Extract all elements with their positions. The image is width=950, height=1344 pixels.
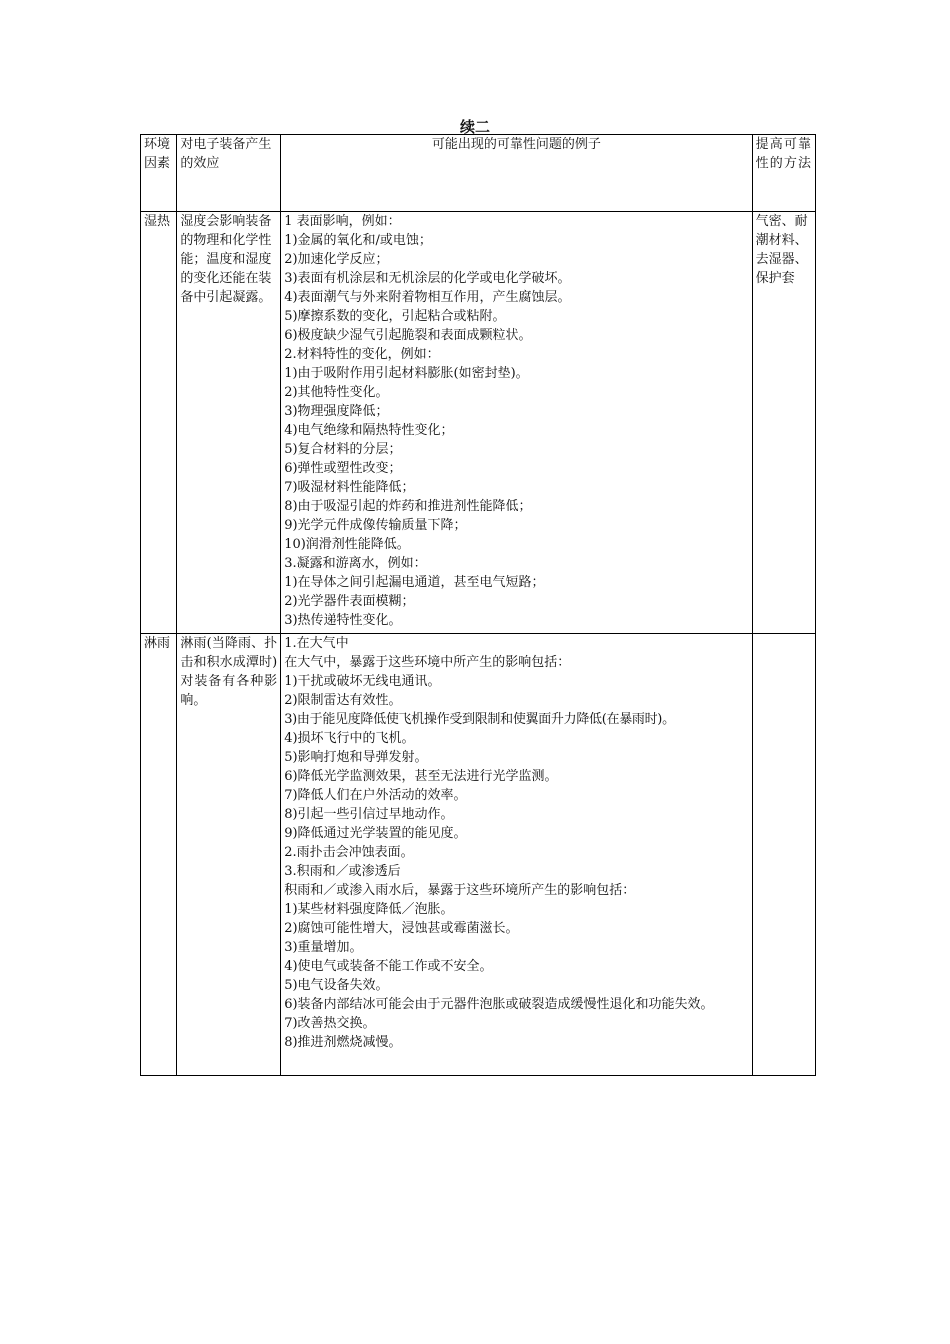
table-header-row xyxy=(141,135,816,212)
example-line: 8)由于吸湿引起的炸药和推进剂性能降低； xyxy=(284,499,532,514)
methods-cell xyxy=(752,634,815,1076)
examples-cell xyxy=(281,212,752,634)
example-line: 3)由于能见度降低使飞机操作受到限制和使翼面升力降低(在暴雨时)。 xyxy=(284,712,675,727)
example-line: 3)表面有机涂层和无机涂层的化学或电化学破坏。 xyxy=(284,271,571,286)
example-line: 3)重量增加。 xyxy=(284,940,363,955)
example-line: 10)润滑剂性能降低。 xyxy=(284,537,410,552)
example-line: 5)摩擦系数的变化，引起粘合或粘附。 xyxy=(284,309,506,324)
example-line: 2.雨扑击会冲蚀表面。 xyxy=(284,845,414,860)
example-line: 8)推进剂燃烧减慢。 xyxy=(284,1035,402,1050)
example-line: 2)光学器件表面模糊； xyxy=(284,594,415,609)
example-line: 2)腐蚀可能性增大，浸蚀甚或霉菌滋长。 xyxy=(284,921,519,936)
example-line: 4)使电气或装备不能工作或不安全。 xyxy=(284,959,493,974)
effect-cell: 淋雨(当降雨、扑击和积水成潭时)对装备有各种影响。 xyxy=(177,634,281,1076)
table-row-humidity xyxy=(141,212,816,634)
example-line: 8)引起一些引信过早地动作。 xyxy=(284,807,454,822)
header-environment: 环境因素 xyxy=(141,135,177,212)
effect-cell: 湿度会影响装备的物理和化学性能；温度和湿度的变化还能在装备中引起凝露。 xyxy=(177,212,281,634)
example-line: 3)物理强度降低； xyxy=(284,404,389,419)
example-line: 4)电气绝缘和隔热特性变化； xyxy=(284,423,454,438)
header-examples: 可能出现的可靠性问题的例子 xyxy=(281,135,752,212)
example-line: 7)降低人们在户外活动的效率。 xyxy=(284,788,467,803)
example-line: 9)光学元件成像传输质量下降； xyxy=(284,518,467,533)
header-methods: 提高可靠性的方法 xyxy=(752,135,815,212)
example-line: 6)装备内部结冰可能会由于元器件泡胀或破裂造成缓慢性退化和功能失效。 xyxy=(284,997,714,1012)
example-line: 2)其他特性变化。 xyxy=(284,385,389,400)
environment-cell: 湿热 xyxy=(141,212,177,634)
methods-cell: 气密、耐潮材料、去湿器、保护套 xyxy=(752,212,815,634)
example-line: 5)复合材料的分层； xyxy=(284,442,402,457)
example-line: 4)损坏飞行中的飞机。 xyxy=(284,731,415,746)
example-line: 7)改善热交换。 xyxy=(284,1016,376,1031)
example-line: 3.凝露和游离水，例如： xyxy=(284,556,427,571)
reliability-table xyxy=(140,134,816,1076)
environment-cell: 淋雨 xyxy=(141,634,177,1076)
example-line: 2)限制雷达有效性。 xyxy=(284,693,402,708)
example-line: 1)干扰或破坏无线电通讯。 xyxy=(284,674,441,689)
header-effect: 对电子装备产生的效应 xyxy=(177,135,281,212)
example-line: 2)加速化学反应； xyxy=(284,252,389,267)
example-line: 6)弹性或塑性改变； xyxy=(284,461,402,476)
example-line: 在大气中，暴露于这些环境中所产生的影响包括： xyxy=(284,655,571,670)
example-line: 1)在导体之间引起漏电通道，甚至电气短路； xyxy=(284,575,545,590)
example-line: 1)由于吸附作用引起材料膨胀(如密封垫)。 xyxy=(284,366,529,381)
example-line: 4)表面潮气与外来附着物相互作用，产生腐蚀层。 xyxy=(284,290,571,305)
example-line: 6)极度缺少湿气引起脆裂和表面成颗粒状。 xyxy=(284,328,532,343)
page-title: 续二 xyxy=(459,118,490,136)
examples-cell xyxy=(281,634,752,1076)
example-line: 5)影响打炮和导弹发射。 xyxy=(284,750,428,765)
example-line: 3)热传递特性变化。 xyxy=(284,613,402,628)
example-line: 1)某些材料强度降低／泡胀。 xyxy=(284,902,454,917)
example-line: 5)电气设备失效。 xyxy=(284,978,389,993)
table-row-rain xyxy=(141,634,816,1076)
example-line: 3.积雨和／或渗透后 xyxy=(284,864,401,879)
example-line: 7)吸湿材料性能降低； xyxy=(284,480,415,495)
example-line: 2.材料特性的变化，例如： xyxy=(284,347,440,362)
example-line: 1)金属的氧化和/或电蚀； xyxy=(284,233,432,248)
example-line: 6)降低光学监测效果，甚至无法进行光学监测。 xyxy=(284,769,558,784)
example-line: 1.在大气中 xyxy=(284,636,349,651)
example-line: 积雨和／或渗入雨水后，暴露于这些环境所产生的影响包括： xyxy=(284,883,636,898)
example-line: 1 表面影响，例如： xyxy=(284,214,401,229)
example-line: 9)降低通过光学装置的能见度。 xyxy=(284,826,467,841)
